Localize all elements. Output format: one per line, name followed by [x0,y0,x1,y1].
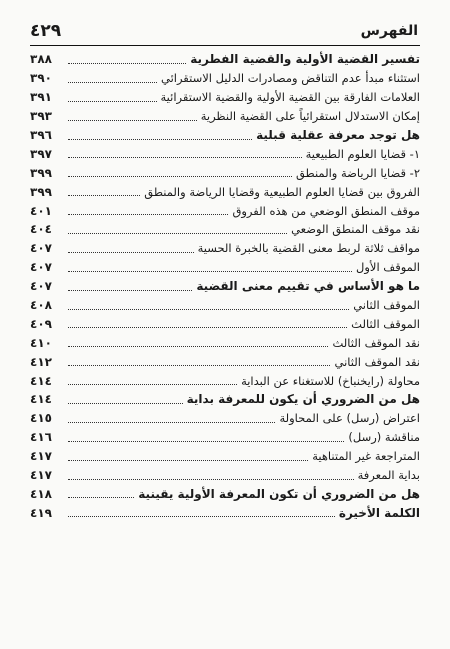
header-rule [30,45,420,46]
page-number: ٤٢٩ [30,21,62,41]
toc-entry-title: الفروق بين قضايا العلوم الطبيعية وقضايا الرياضة والمنطق [144,184,420,199]
toc-entry-title: هل من الضروري أن تكون المعرفة الأولية يقينية [138,486,420,501]
toc-entry [30,447,420,466]
toc-entry-page: ٣٩١ [30,90,52,105]
dot-leader [68,460,308,461]
toc-entry-title: هل من الضروري أن يكون للمعرفة بداية [186,392,420,407]
dot-leader [68,233,287,234]
toc-entry-title: محاولة (رايخنباخ) للاستغناء عن البداية [241,373,420,388]
toc-entry [30,182,420,201]
toc-entry-title: ٢- قضايا الرياضة والمنطق [295,165,420,180]
toc-entry-page: ٤١٥ [30,411,52,426]
dot-leader [68,384,237,385]
toc-entry-page: ٤٠٩ [30,316,52,331]
toc-entry [30,144,420,163]
toc-entry [30,277,420,296]
dot-leader [68,441,344,442]
dot-leader [68,120,197,121]
toc-entry-title: مناقشة (رسل) [348,430,420,445]
dot-leader [68,479,354,480]
toc-entry-page: ٤١٧ [30,468,52,483]
toc-entry-page: ٤١٠ [30,335,52,350]
toc-entry-title: مواقف ثلاثة لربط معنى القضية بالخبرة الحسية [197,241,420,256]
dot-leader [68,516,335,517]
toc-entry-page: ٣٩٠ [30,71,52,86]
dot-leader [68,422,275,423]
toc-entry-page: ٤٠٧ [30,279,52,294]
toc-entry [30,371,420,390]
toc-entry-page: ٤٠٧ [30,241,52,256]
toc-entry-page: ٣٩٣ [30,109,52,124]
toc-entry-title: ١- قضايا العلوم الطبيعية [305,146,420,161]
toc-entry-page: ٤١٧ [30,449,52,464]
toc-entry-page: ٤٠٨ [30,298,52,313]
toc-entry-title: بداية المعرفة [357,468,420,483]
dot-leader [68,252,194,253]
toc-entry [30,258,420,277]
toc-entry-title: استثناء مبدأ عدم التناقض ومصادرات الدليل الاستقرائي [160,71,420,86]
toc-entry-page: ٣٩٧ [30,146,52,161]
toc-entry [30,333,420,352]
toc-entry [30,409,420,428]
dot-leader [68,346,328,347]
toc-entry [30,296,420,315]
dot-leader [68,327,347,328]
toc-entry-title: ما هو الأساس في تقييم معنى القضية [196,279,420,294]
toc-entry-page: ٤١٤ [30,392,52,407]
dot-leader [68,139,252,140]
page-header [30,18,418,44]
toc-entry-title: الموقف الثالث [351,316,420,331]
toc-entry-title: إمكان الاستدلال استقرائياً على القضية النظرية [200,109,420,124]
toc-entry [30,314,420,333]
toc-entry-page: ٣٩٩ [30,184,52,199]
dot-leader [68,309,349,310]
toc-entry-page: ٤٠١ [30,203,52,218]
toc-entry-page: ٤٠٧ [30,260,52,275]
toc-entry-page: ٣٩٦ [30,128,52,142]
toc-entry [30,107,420,126]
dot-leader [68,365,330,366]
dot-leader [68,101,157,102]
toc-entry-title: اعتراض (رسل) على المحاولة [279,411,420,426]
toc-entry [30,239,420,258]
dot-leader [68,271,352,272]
toc-entry-title: تفسير القضية الأولية والقضية الفطرية [190,52,420,67]
toc-entry-page: ٣٨٨ [30,52,52,67]
toc-entry-title: الموقف الثاني [353,298,420,313]
toc-entry [30,352,420,371]
toc-entry [30,428,420,447]
toc-entry [30,503,420,522]
toc-entry [30,126,420,145]
dot-leader [68,63,186,64]
toc-entry [30,220,420,239]
dot-leader [68,195,140,196]
dot-leader [68,157,302,158]
toc-entry-title: نقد الموقف الثالث [332,335,420,350]
toc-entry-title: الموقف الأول [355,260,420,275]
toc-entry-page: ٤١٩ [30,505,52,520]
toc-entry-title: هل توجد معرفة عقلية قبلية [256,128,420,142]
toc-entry-page: ٤١٦ [30,430,52,445]
toc-entry [30,88,420,107]
toc-entry-page: ٤١٢ [30,354,52,369]
dot-leader [68,290,192,291]
toc-entry-title: العلامات الفارقة بين القضية الأولية والقضية الاستقرائية [160,90,420,105]
toc-entry-title: المتراجعة غير المتناهية [312,449,420,464]
toc-entry-page: ٤١٨ [30,486,52,501]
toc-entry [30,50,420,69]
toc-entry-title: نقد موقف المنطق الوضعي [291,222,420,237]
toc-entry-title: الكلمة الأخيرة [338,505,420,520]
toc-entry-page: ٤٠٤ [30,222,52,237]
toc-entry [30,484,420,503]
toc-entry-page: ٤١٤ [30,373,52,388]
table-of-contents [30,50,420,522]
toc-entry-title: نقد الموقف الثاني [334,354,420,369]
dot-leader [68,497,134,498]
running-title: الفهرس [360,23,418,39]
dot-leader [68,214,228,215]
toc-entry [30,163,420,182]
dot-leader [68,403,183,404]
toc-entry [30,390,420,409]
toc-entry-title: موقف المنطق الوضعي من هذه الفروق [232,203,420,218]
toc-entry [30,466,420,485]
toc-entry-page: ٣٩٩ [30,165,52,180]
toc-entry [30,69,420,88]
dot-leader [68,82,157,83]
toc-entry [30,201,420,220]
dot-leader [68,176,292,177]
